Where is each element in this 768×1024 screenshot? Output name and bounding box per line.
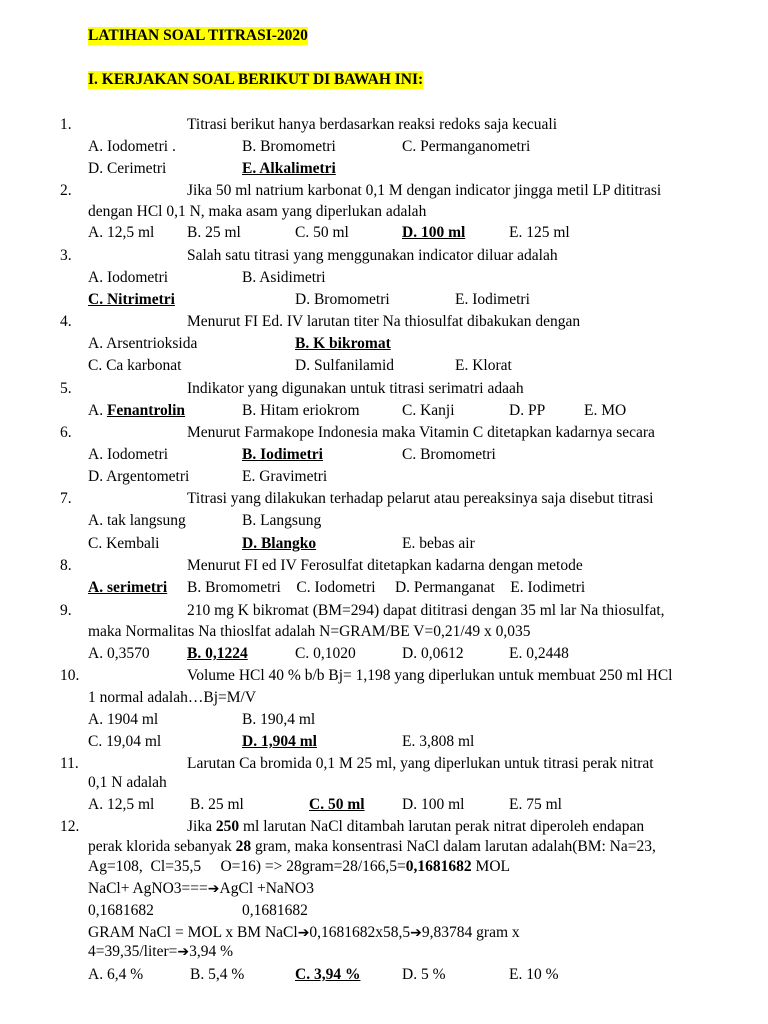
text-part: Ag=108, Cl=35,5 O=16) => 28gram=28/166,5= (88, 858, 406, 875)
text-bold: 0,1681682 (405, 858, 472, 875)
option-b: B. Hitam eriokrom (242, 402, 360, 419)
option-b: B. Asidimetri (242, 269, 326, 286)
option-c: C. Kanji (402, 402, 455, 419)
option-c: C. Ca karbonat (88, 357, 182, 374)
option-a: A. 12,5 ml (88, 224, 155, 241)
option-a: A. Arsentrioksida (88, 335, 198, 352)
option-e: E. 125 ml (509, 224, 570, 241)
option-b: B. Langsung (242, 512, 322, 529)
section-heading: I. KERJAKAN SOAL BERIKUT DI BAWAH INI: (88, 71, 424, 88)
option-c: C. 19,04 ml (88, 733, 162, 750)
calculation-line (88, 924, 520, 942)
question-text: Larutan Ca bromida 0,1 M 25 ml, yang diperlukan untuk titrasi perak nitrat (187, 755, 654, 772)
option-a: A. 6,4 % (88, 966, 144, 983)
option-e: E. 3,808 ml (402, 733, 475, 750)
calculation-line (88, 943, 233, 961)
question-number: 6. (60, 424, 72, 441)
option-a-prefix: A. (88, 402, 107, 419)
option-a-answer: A. serimetri (88, 579, 168, 596)
question-number: 2. (60, 182, 72, 199)
option-b-answer: B. 0,1224 (187, 645, 248, 662)
option-a: A. Iodometri (88, 269, 169, 286)
option-e: E. Klorat (455, 357, 512, 374)
option-b: B. 5,4 % (190, 966, 245, 983)
question-text-cont: 0,1 N adalah (88, 774, 167, 791)
question-text-cont (88, 858, 510, 876)
arrow-icon: ➔ (410, 925, 422, 941)
mol-value: 0,1681682 (88, 902, 154, 919)
option-a: A. 1904 ml (88, 711, 159, 728)
option-e: E. Iodimetri (455, 291, 530, 308)
option-d-answer: D. Blangko (242, 535, 317, 552)
option-c: C. Bromometri (402, 446, 496, 463)
option-a: A. tak langsung (88, 512, 186, 529)
question-number: 11. (60, 755, 79, 772)
question-number: 4. (60, 313, 72, 330)
option-a: A. 0,3570 (88, 645, 150, 662)
question-text: Titrasi berikut hanya berdasarkan reaksi redoks saja kecuali (187, 116, 558, 133)
options-b-to-e: B. Bromometri C. Iodometri D. Permanganat E. Iodimetri (187, 579, 586, 596)
text-part: 9,83784 gram x (421, 924, 520, 941)
question-text: 210 mg K bikromat (BM=294) dapat dititrasi dengan 35 ml lar Na thiosulfat, (187, 602, 665, 619)
option-b-answer: B. Iodimetri (242, 446, 323, 463)
option-d: D. 0,0612 (402, 645, 464, 662)
arrow-icon: ➔ (297, 925, 310, 941)
option-b: B. 25 ml (187, 224, 241, 241)
option-b: B. 190,4 ml (242, 711, 316, 728)
option-e: E. 0,2448 (509, 645, 569, 662)
question-text: Volume HCl 40 % b/b Bj= 1,198 yang diperlukan untuk membuat 250 ml HCl (187, 667, 673, 684)
text-part: NaCl+ AgNO3=== (88, 880, 208, 897)
question-text-cont: 1 normal adalah…Bj=M/V (88, 689, 257, 706)
text-part: MOL (471, 858, 510, 875)
option-d: D. Bromometri (295, 291, 390, 308)
option-e: E. bebas air (402, 535, 475, 552)
question-text: Indikator yang digunakan untuk titrasi serimatri adaah (187, 380, 524, 397)
option-d: D. 100 ml (402, 796, 465, 813)
option-d-answer: D. 1,904 ml (242, 733, 317, 750)
option-d-answer: D. 100 ml (402, 224, 466, 241)
option-a: A. 12,5 ml (88, 796, 155, 813)
mol-value: 0,1681682 (242, 902, 308, 919)
option-d: D. 5 % (402, 966, 446, 983)
question-number: 9. (60, 602, 72, 619)
question-number: 3. (60, 247, 72, 264)
arrow-icon: ➔ (207, 881, 220, 897)
reaction-equation (88, 880, 314, 898)
text-part: Jika (187, 818, 216, 835)
option-e: E. Gravimetri (242, 468, 328, 485)
question-text-cont: dengan HCl 0,1 N, maka asam yang diperlukan adalah (88, 203, 427, 220)
text-bold: 28 (235, 838, 252, 855)
question-number: 12. (60, 818, 80, 835)
question-text: Salah satu titrasi yang menggunakan indicator diluar adalah (187, 247, 558, 264)
question-number: 7. (60, 490, 72, 507)
option-a: A. Iodometri . (88, 138, 176, 155)
question-number: 8. (60, 557, 72, 574)
option-b-answer: B. K bikromat (295, 335, 391, 352)
option-d: D. PP (509, 402, 546, 419)
text-part: AgCl +NaNO3 (219, 880, 314, 897)
option-c-answer: C. Nitrimetri (88, 291, 175, 308)
text-part: GRAM NaCl = MOL x BM NaCl (88, 924, 298, 941)
option-a-answer: Fenantrolin (106, 402, 186, 419)
question-text: Jika 50 ml natrium karbonat 0,1 M dengan indicator jingga metil LP dititrasi (187, 182, 662, 199)
text-part: ml larutan NaCl ditambah larutan perak nitrat diperoleh endapan (239, 818, 645, 835)
option-c: C. 50 ml (295, 224, 349, 241)
text-part: perak klorida sebanyak (88, 838, 236, 855)
question-text (187, 818, 644, 836)
text-part: 0,1681682x58,5 (309, 924, 411, 941)
text-part: gram, maka konsentrasi NaCl dalam larutan adalah(BM: Na=23, (251, 838, 656, 855)
question-text: Titrasi yang dilakukan terhadap pelarut atau pereaksinya saja disebut titrasi (187, 490, 654, 507)
option-c: C. Kembali (88, 535, 160, 552)
option-e: E. 10 % (509, 966, 559, 983)
option-d: D. Argentometri (88, 468, 190, 485)
question-text-cont: maka Normalitas Na thioslfat adalah N=GRAM/BE V=0,21/49 x 0,035 (88, 623, 531, 640)
question-text: Menurut FI Ed. IV larutan titer Na thiosulfat dibakukan dengan (187, 313, 581, 330)
option-e: E. MO (584, 402, 627, 419)
option-a (88, 402, 185, 420)
option-d: D. Sulfanilamid (295, 357, 395, 374)
option-c: C. Permanganometri (402, 138, 531, 155)
arrow-icon: ➔ (177, 944, 190, 960)
text-part: 4=39,35/liter= (88, 943, 178, 960)
option-c-answer: C. 3,94 % (295, 966, 361, 983)
option-b: B. 25 ml (190, 796, 244, 813)
option-c-answer: C. 50 ml (309, 796, 365, 813)
option-e: E. 75 ml (509, 796, 562, 813)
question-text: Menurut Farmakope Indonesia maka Vitamin C ditetapkan kadarnya secara (187, 424, 655, 441)
option-a: A. Iodometri (88, 446, 169, 463)
question-number: 5. (60, 380, 72, 397)
text-bold: 250 (215, 818, 240, 835)
question-text: Menurut FI ed IV Ferosulfat ditetapkan kadarna dengan metode (187, 557, 583, 574)
option-e-answer: E. Alkalimetri (242, 160, 336, 177)
option-c: C. 0,1020 (295, 645, 356, 662)
page-title: LATIHAN SOAL TITRASI-2020 (88, 27, 308, 44)
option-b: B. Bromometri (242, 138, 336, 155)
question-text-cont (88, 838, 656, 856)
question-number: 10. (60, 667, 80, 684)
question-number: 1. (60, 116, 72, 133)
option-d: D. Cerimetri (88, 160, 167, 177)
text-part: 3,94 % (189, 943, 234, 960)
